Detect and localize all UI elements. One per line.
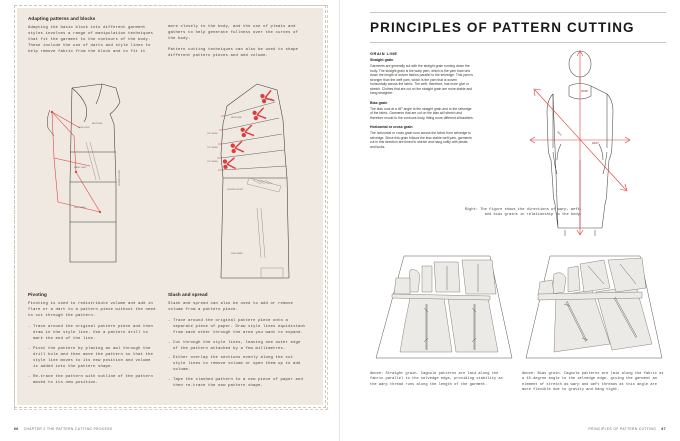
- slash-and-spread-steps: [168, 318, 308, 389]
- grain-line-section: [370, 52, 474, 154]
- list-item: – Either overlap the sections evenly along the cut style lines to remove volume or open them up to add volume.: [168, 355, 308, 373]
- figure-caption: Right: The figure shows the directions of warp, weft, and bias grains in relationship to the body.: [464, 208, 582, 218]
- list-item: – Tape the slashed pattern to a new piece of paper and then re-trace the new pattern shape.: [168, 377, 308, 389]
- right-page-footer: [589, 427, 666, 431]
- cross-grain-body: The horizontal or cross grain runs across the fabric from selvedge to selvedge. Since this grain follows the less stable weft yarn, garments cut in this direction are timed to stretch and hang softly with pleats and tucks.: [370, 131, 472, 149]
- right-page: [340, 0, 680, 441]
- svg-text:CUT HERE: CUT HERE: [207, 161, 218, 163]
- list-item: – Trace around the original pattern piece and then draw in the style line. Use a pattern drill to mark the end of the line.: [28, 324, 156, 342]
- right-page-footer-label: PRINCIPLES OF PATTERN CUTTING: [588, 427, 657, 431]
- straight-grain-heading: Straight grain: [370, 58, 394, 62]
- left-page-number: 66: [14, 427, 19, 431]
- svg-text:SIDE SEAM: SIDE SEAM: [231, 253, 243, 255]
- pivoting-steps: [28, 324, 156, 386]
- warp-label: WARP: [581, 90, 589, 93]
- svg-text:SHOULDER: SHOULDER: [78, 127, 90, 129]
- svg-text:CENTRE FRONT: CENTRE FRONT: [119, 169, 121, 186]
- caption-bias-grain: Above: Bias grain. Cagoule patterns are laid along the fabric at a 45-degree angle to the selvedge edge, giving the garment an element of stretch as warp and weft threads at this angle are more flexible due to gravity and hang tight.: [522, 372, 664, 392]
- slash-and-spread-intro: Slash and spread can also be used to add or remove volume from a pattern piece.: [168, 301, 294, 312]
- adapting-patterns-column: [28, 16, 156, 60]
- svg-text:CUT HERE: CUT HERE: [207, 133, 218, 135]
- page-title: PRINCIPLES OF PATTERN CUTTING: [370, 20, 635, 35]
- bias-grain-body: The bias runs at a 45° angle to the straight grain and to the selvedge of the fabric. Garments that are cut on the bias will stretch and therefore mould to the contours body, fitting more different silhouettes.: [370, 106, 474, 120]
- right-page-number: 67: [661, 427, 666, 431]
- adapting-patterns-para2: Pattern cutting techniques can also be used to shape different pattern pieces and add volume.: [168, 48, 299, 59]
- left-page-footer: [14, 427, 112, 431]
- pivoting-heading: Pivoting: [28, 292, 47, 297]
- bias-label: BIAS: [556, 130, 563, 137]
- header-rule-bottom: [370, 42, 666, 43]
- header-rule-top: [370, 12, 666, 13]
- caption-straight-grain: Above: Straight grain. Cagoule patterns are laid along the fabric parallel to the selvedge edge, providing stability as the warp thread runs along the length of the garment.: [370, 372, 503, 387]
- bias-grain-heading: Bias grain: [370, 100, 388, 105]
- adapting-patterns-body: Adapting the basic block into different garment styles involves a range of manipulation techniques that fit the garment to the contours of the body. These include the use of darts and style lines to help remove fabric from the block and to fit it: [28, 25, 154, 54]
- grain-line-kicker: GRAIN LINE: [370, 51, 398, 56]
- svg-text:CENTRE FRONT: CENTRE FRONT: [227, 189, 244, 191]
- straight-grain-layplan: [370, 252, 516, 364]
- svg-text:SIDE SEAM: SIDE SEAM: [74, 207, 86, 209]
- svg-text:NECKLINE: NECKLINE: [231, 117, 242, 119]
- svg-text:WAIST DART: WAIST DART: [74, 167, 87, 169]
- pivoting-intro: Pivoting is used to redistribute volume and add in flare or a dart to a pattern piece without the need to cut through the pattern.: [28, 301, 156, 318]
- list-item: – Re-trace the pattern with outline of the pattern moved to its new position.: [28, 374, 156, 386]
- list-item: – Trace around the original pattern piece onto a separate piece of paper. Draw style lines equidistant from each other through the area you want to expand.: [168, 318, 308, 336]
- left-page-footer-label: CHAPTER 2 THE PATTERN CUTTING PROCESS: [23, 427, 113, 431]
- list-item: – Pivot the pattern by placing an awl through the drill hole and then move the pattern so that the style line moves to its new position and volume is added into the pattern shape.: [28, 346, 156, 370]
- slash-and-spread-heading: Slash and spread: [168, 292, 208, 297]
- svg-text:CUT HERE: CUT HERE: [207, 147, 218, 149]
- svg-text:STYLE LINE: STYLE LINE: [261, 99, 273, 101]
- svg-text:NECKLINE: NECKLINE: [92, 123, 103, 125]
- slash-and-spread-diagram: [165, 58, 315, 284]
- adapting-patterns-para1: more closely to the body, and the use of pleats and gathers to help generate fullness over the curves of the body.: [168, 25, 299, 42]
- scissors-icons: [222, 90, 274, 169]
- cross-grain-heading: Horizontal or cross grain: [370, 125, 413, 129]
- list-item: – Cut through the style lines, leaving one outer edge of the pattern attached by a few millimetres.: [168, 340, 308, 352]
- straight-grain-body: Garments are generally cut with the straight grain running down the body. The straight grain is the warp yarn, which is the yarn that runs down the length of woven fabrics parallel to the selvedge. This yarn is stronger than the weft yarn, which is the yarn that is woven horizontally across the fabric. The weft, therefore, has more give or stretch. Clothes that are cut on the straight grain are more stable and hang straighter.: [370, 64, 473, 95]
- pivoting-column: [28, 292, 156, 389]
- bodice-block-diagram: [30, 62, 160, 282]
- slash-and-spread-column: [168, 292, 308, 393]
- adapting-patterns-heading: Adapting patterns and blocks: [28, 16, 96, 21]
- bias-grain-layplan: [522, 252, 668, 364]
- weft-label: WEFT: [592, 142, 599, 145]
